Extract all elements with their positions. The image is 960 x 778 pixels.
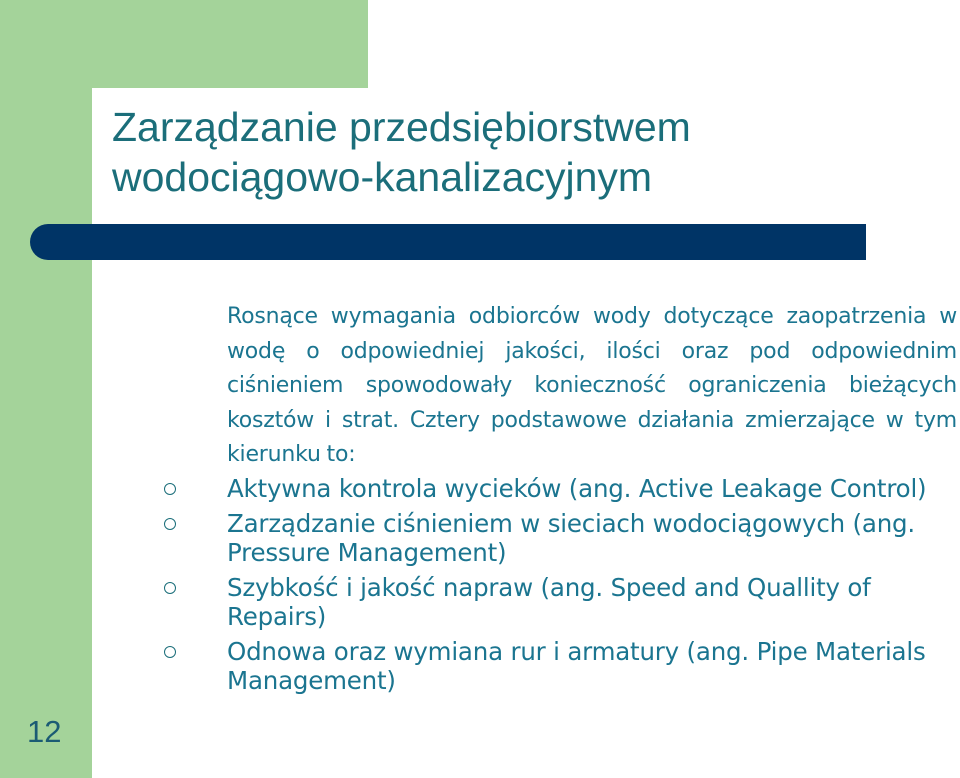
slide-title-line-2: wodociągowo-kanalizacyjnym [112,154,653,200]
bullet-text: Zarządzanie ciśnieniem w sieciach wodociągowych (ang. Pressure Management) [227,508,915,567]
list-item [227,573,957,631]
bullet-list [227,474,957,695]
slide-content [227,300,957,695]
slide-title-line-1: Zarządzanie przedsiębiorstwem [112,104,691,150]
circle-bullet-icon [164,483,176,495]
slide-number: 12 [27,714,62,749]
side-accent-strip [0,0,92,778]
title-underline-bar [30,224,866,260]
bullet-text: Aktywna kontrola wycieków (ang. Active Leakage Control) [227,473,927,503]
list-item [227,509,957,567]
circle-bullet-icon [164,646,176,658]
bullet-text: Odnowa oraz wymiana rur i armatury (ang. Pipe Materials Management) [227,636,926,695]
intro-paragraph: Rosnące wymagania odbiorców wody dotyczące zaopatrzenia w wodę o odpowiedniej jakości, ilości oraz pod odpowiednim ciśnieniem spowodowały konieczność ograniczenia bieżących kosztów i strat. Cztery podstawowe działania zmierzające w tym kierunku to: [227,304,957,468]
top-accent-block [0,0,368,88]
list-item [227,637,957,695]
list-item [227,474,957,503]
bullet-text: Szybkość i jakość napraw (ang. Speed and Quallity of Repairs) [227,572,871,631]
circle-bullet-icon [164,518,176,530]
slide-title [112,102,691,202]
circle-bullet-icon [164,582,176,594]
